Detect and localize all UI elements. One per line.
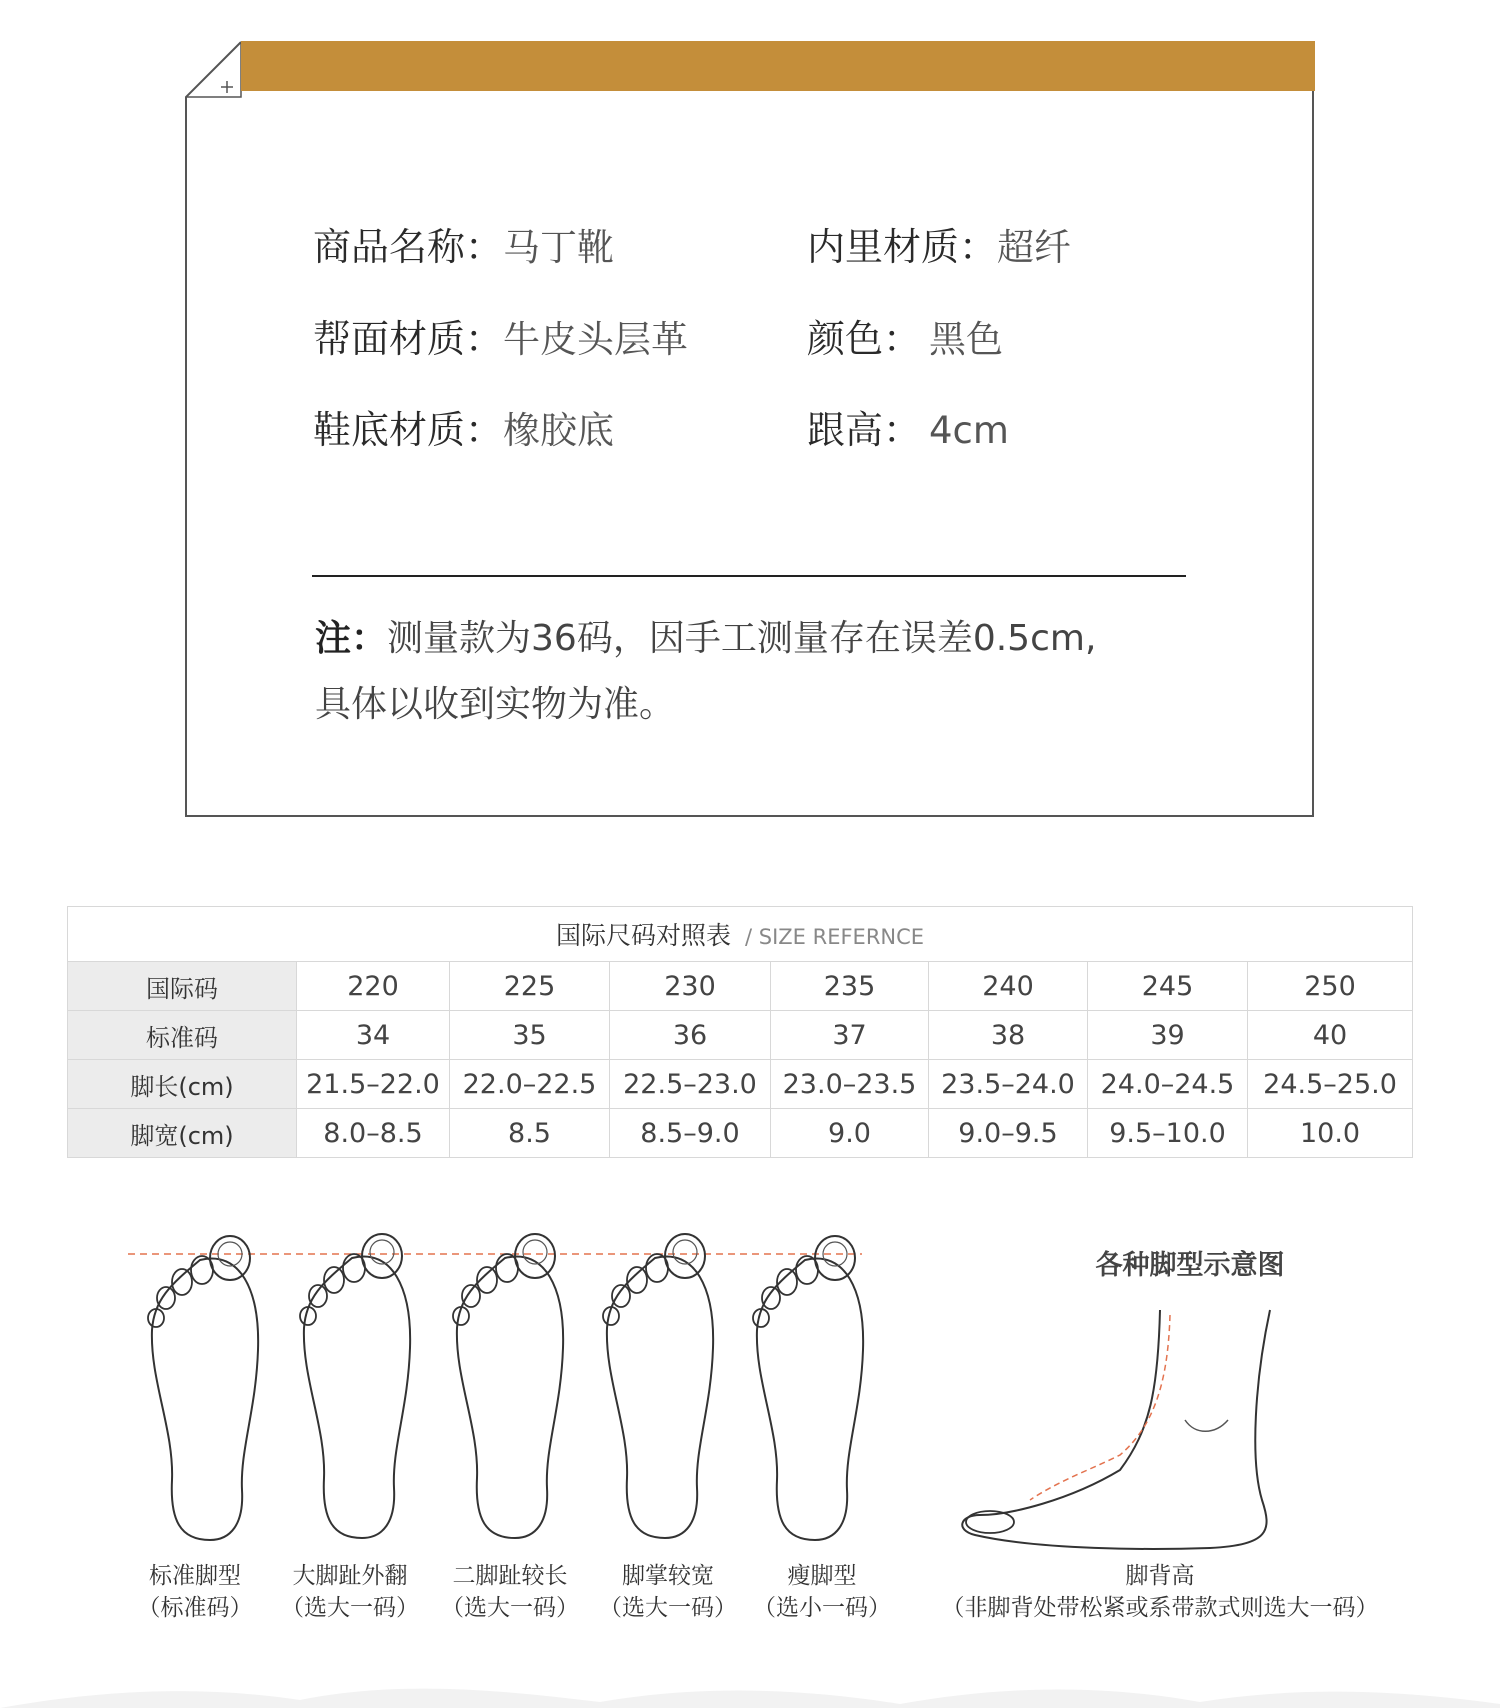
info-value: 橡胶底 <box>503 409 615 452</box>
wide-foot-icon <box>603 1234 713 1538</box>
foot-label-bunion <box>260 1560 440 1624</box>
table-cell: 22.0–22.5 <box>450 1060 610 1109</box>
foot-type-advice: （选大一码） <box>441 1595 579 1621</box>
foot-type-name: 二脚趾较长 <box>452 1563 568 1589</box>
foot-type-name: 标准脚型 <box>149 1563 241 1589</box>
table-row <box>68 962 1413 1011</box>
info-item-lining <box>807 223 1071 272</box>
table-cell: 9.0 <box>771 1109 929 1158</box>
table-cell: 245 <box>1088 962 1248 1011</box>
table-cell: 21.5–22.0 <box>297 1060 450 1109</box>
foot-type-advice: （非脚背处带松紧或系带款式则选大一码） <box>941 1595 1379 1621</box>
table-caption-row <box>68 907 1413 962</box>
table-cell: 250 <box>1248 962 1413 1011</box>
info-item-upper <box>313 315 688 364</box>
foot-type-advice: （选小一码） <box>753 1595 891 1621</box>
row-header: 脚宽(cm) <box>68 1109 297 1158</box>
info-label: 鞋底材质： <box>313 408 504 452</box>
table-cell: 35 <box>450 1011 610 1060</box>
foot-type-advice: （选大一码） <box>281 1595 419 1621</box>
table-cell: 240 <box>929 962 1088 1011</box>
info-label: 内里材质： <box>807 225 998 269</box>
table-cell: 40 <box>1248 1011 1413 1060</box>
foot-label-wide <box>578 1560 758 1624</box>
table-cell: 10.0 <box>1248 1109 1413 1158</box>
standard-foot-icon <box>148 1236 258 1540</box>
table-row <box>68 1109 1413 1158</box>
table-cell: 9.5–10.0 <box>1088 1109 1248 1158</box>
divider <box>312 575 1186 577</box>
table-cell: 22.5–23.0 <box>610 1060 771 1109</box>
table-cell: 24.5–25.0 <box>1248 1060 1413 1109</box>
table-cell: 36 <box>610 1011 771 1060</box>
info-label: 帮面材质： <box>313 317 504 361</box>
table-cell: 39 <box>1088 1011 1248 1060</box>
table-cell: 23.0–23.5 <box>771 1060 929 1109</box>
table-row <box>68 1011 1413 1060</box>
foot-type-advice: （标准码） <box>137 1595 253 1621</box>
accent-band <box>241 41 1315 91</box>
table-cell: 220 <box>297 962 450 1011</box>
row-header: 标准码 <box>68 1011 297 1060</box>
info-value: 黑色 <box>929 318 1004 361</box>
table-cell: 225 <box>450 962 610 1011</box>
table-cell: 24.0–24.5 <box>1088 1060 1248 1109</box>
table-title <box>68 907 1413 962</box>
bottom-decoration <box>0 1680 1500 1708</box>
plus-icon <box>219 79 235 95</box>
foot-label-long-second-toe <box>420 1560 600 1624</box>
info-item-color <box>807 315 1003 364</box>
table-cell: 235 <box>771 962 929 1011</box>
table-cell: 230 <box>610 962 771 1011</box>
row-header: 脚长(cm) <box>68 1060 297 1109</box>
table-cell: 34 <box>297 1011 450 1060</box>
note-text: 测量款为36码，因手工测量存在误差0.5cm, <box>387 618 1097 659</box>
table-cell: 37 <box>771 1011 929 1060</box>
bunion-foot-icon <box>300 1234 410 1538</box>
table-cell: 8.5 <box>450 1109 610 1158</box>
size-table <box>67 906 1413 1158</box>
foot-type-name: 脚掌较宽 <box>622 1563 714 1589</box>
note-line-1 <box>315 615 1096 663</box>
table-title-cn: 国际尺码对照表 <box>556 921 732 950</box>
info-item-sole <box>313 406 614 455</box>
long-second-toe-foot-icon <box>453 1234 563 1538</box>
foot-type-name: 大脚趾外翻 <box>292 1563 408 1589</box>
foot-types-title: 各种脚型示意图 <box>1095 1250 1285 1281</box>
info-label: 跟高： <box>807 408 922 452</box>
foot-label-high-instep <box>920 1560 1400 1624</box>
size-table-section <box>67 906 1412 1158</box>
slim-foot-icon <box>753 1236 863 1540</box>
info-value: 4cm <box>929 409 1009 452</box>
table-cell: 23.5–24.0 <box>929 1060 1088 1109</box>
info-item-heel <box>807 406 1009 455</box>
product-info-card <box>185 41 1315 817</box>
foot-type-advice: （选大一码） <box>599 1595 737 1621</box>
table-title-en: / SIZE REFERNCE <box>745 925 925 949</box>
info-value: 马丁靴 <box>503 226 615 269</box>
row-header: 国际码 <box>68 962 297 1011</box>
table-cell: 9.0–9.5 <box>929 1109 1088 1158</box>
info-value: 牛皮头层革 <box>503 318 689 361</box>
foot-type-name: 瘦脚型 <box>787 1563 857 1589</box>
foot-type-name: 脚背高 <box>1125 1563 1195 1589</box>
table-row <box>68 1060 1413 1109</box>
info-label: 颜色： <box>807 317 922 361</box>
table-cell: 8.0–8.5 <box>297 1109 450 1158</box>
info-item-name <box>313 223 614 272</box>
table-cell: 38 <box>929 1011 1088 1060</box>
info-value: 超纤 <box>997 226 1072 269</box>
foot-label-slim <box>732 1560 912 1624</box>
table-cell: 8.5–9.0 <box>610 1109 771 1158</box>
foot-label-standard <box>105 1560 285 1624</box>
high-instep-foot-icon <box>962 1310 1270 1549</box>
note-line-2: 具体以收到实物为准。 <box>315 684 676 725</box>
info-label: 商品名称： <box>313 225 504 269</box>
note-label: 注： <box>315 618 388 659</box>
